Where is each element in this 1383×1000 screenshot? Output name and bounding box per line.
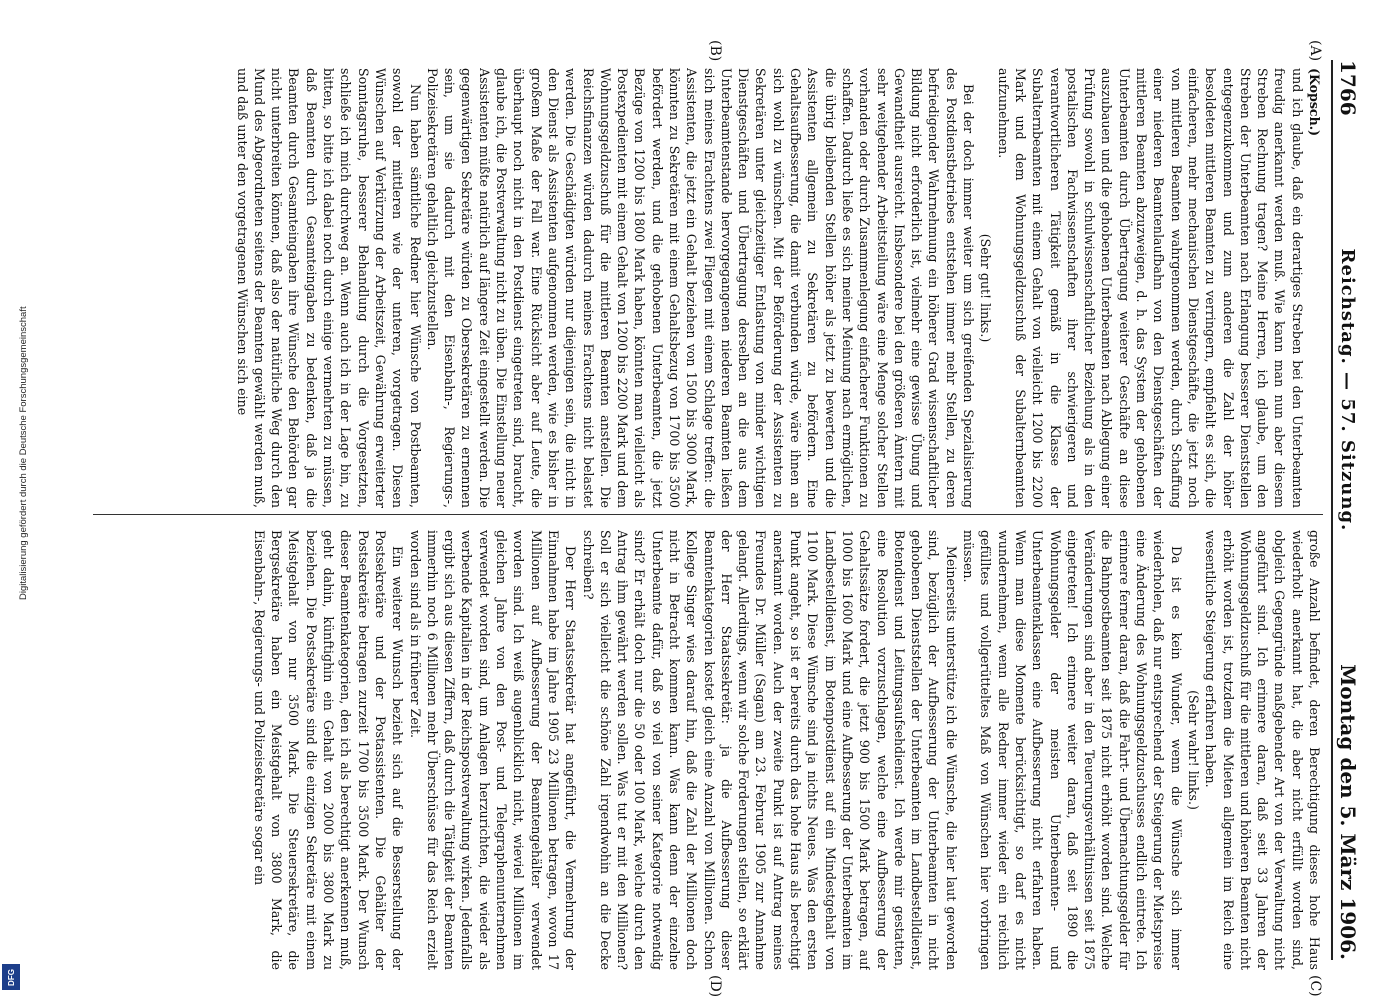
right-column <box>93 530 1323 970</box>
paragraph: Ein weiterer Wunsch bezieht sich auf die Besserstellung der Postsekretäre und der Postassistenten. Die Gehälter der Postsekretäre betragen zurzeit 1700 bis 3500 Mark. Der Wunsch dieser Beamtenkategorien, den ich als berechtigt anerkennen muß, geht dahin, künftighin ein Gehalt von 2000 bis 3800 Mark zu beziehen. Die Postsekretäre sind die einzigen Sekretäre mit einem Meistgehalt von nur 3500 Mark. Die Steuersekretäre, die Bergsekretäre haben ein Meistgehalt von 3800 Mark, die Eisenbahn-, Regierungs- und Polizeisekretäre sogar ein <box>251 530 406 970</box>
paragraph: Bei der doch immer weiter um sich greifenden Spezialisierung des Postdienstbetriebes entstehen immer mehr Stellen, zu deren befriedigender Wahrnehmung ein höherer Grad wissenschaftlicher Bildung nicht erforderlich ist, vielmehr eine gewisse Übung und Gewandtheit ausreicht. Insbesondere bei den größeren Ämtern mit sehr weitgehender Arbeitsteilung wäre eine Menge solcher Stellen vorhanden oder durch Zusammenlegung einfacherer Funktionen zu schaffen. Dadurch ließe es sich meiner Meinung nach ermöglichen, die übrig bleibenden Stellen höher als jetzt zu bewerten und die Assistenten allgemein zu Sekretären zu befördern. Eine Gehaltsaufbesserung, die damit verbunden würde, wäre ihnen an sich wohl zu wünschen. Mit der Beförderung der Assistenten zu Sekretären unter gleichzeitiger Entlastung von minder wichtigen Dienstgeschäften und Übertragung derselben an die aus dem Unterbeamtenstande hervorgegangenen niederen Beamten ließen sich meines Erachtens zwei Fliegen mit einem Schlage treffen: die Assistenten, die jetzt ein Gehalt beziehen von 1500 bis 3000 Mark, könnten zu Sekretären mit einem Gehaltsbezug von 1700 bis 3500 befördert werden, und die gehobenen Unterbeamten, die jetzt Bezüge von 1200 bis 1800 Mark haben, könnten man vielleicht als Postexpedienten mit einem Gehalt von 1200 bis 2200 Mark und dem Wohnungsgeldzuschuß für die mittleren Beamten anstellen. Die Reichsfinanzen würden dadurch meines Erachtens nicht belastet werden. Die Geschädigten würden nur diejenigen sein, die nicht in den Dienst als Assistenten aufgenommen werden, wie es bisher in großem Maße der Fall war. Eine Rücksicht aber auf Leute, die überhaupt noch nicht in den Postdienst eingetreten sind, braucht, glaube ich, die Postverwaltung nicht zu üben. Die Einstellung neuer Assistenten müßte natürlich auf längere Zeit eingestellt werden. Die gegenwärtigen Sekretäre würden zu Obersekretären zu ernennen sein, um sie dadurch mit den Eisenbahn-, Regierungs-, Polizeisekretären gehaltlich gleichzustellen. <box>424 68 977 508</box>
margin-letter-c: (C) <box>1307 975 1323 997</box>
interjection: (Sehr gut! links.) <box>978 233 994 343</box>
credit-text: Digitalisierung gefördert durch die Deutsche Forschungsgemeinschaft <box>18 306 29 600</box>
paragraph: Der Herr Staatssekretär hat angeführt, die Vermehrung der Einnahmen habe im Jahre 1905 23 Millionen betragen, wovon 17 Millionen auf Aufbesserung der Beamtengehälter verwendet worden sind. Ich weiß augenblicklich nicht, wieviel Millionen im gleichen Jahre von den Post- und Telegraphenunternehmen verwendet worden sind, um Anlagen herzurichten, die wieder als werbende Kapitalien in der Reichspostverwaltung wirken. Jedenfalls ergibt sich aus diesen Ziffern, daß durch die Tätigkeit der Beamten immerhin noch 6 Millionen mehr Überschüsse für das Reich erzielt worden sind als in früherer Zeit. <box>407 530 579 970</box>
column-divider <box>93 514 1323 515</box>
interjection: (Sehr wahr! links.) <box>1185 690 1201 810</box>
margin-letter-d: (D) <box>707 975 723 998</box>
speaker-name: (Kopsch.) <box>1307 68 1322 137</box>
page-date: Montag den 5. März 1906. <box>1336 664 1360 960</box>
paragraph: Da ist es kein Wunder, wenn die Wünsche sich immer wiederholen, daß nur entsprechend der Steigerung der Mietspreise eine Änderung des Wohnungsgeldzuschusses endlich eintrete. Ich erinnere ferner daran, daß die Fahrt- und Übernachtungsgelder für die Bahnpostbeamten seit 1875 nicht erhöht worden sind. Welche Veränderungen sind aber in den Teuerungsverhältnissen seit 1875 eingetreten! Ich erinnere weiter daran, daß seit 1890 die Wohnungsgelder der meisten Unterbeamten- und Unterbeamtenklassen eine Aufbesserung nicht erfahren haben. Wenn man diese Momente berücksichtigt, so darf es nicht wundernehmen, wenn alle Redner immer wieder ein reichlich gefülltes und vollgerütteltes Maß von Wünschen hier vorbringen müssen. <box>961 530 1184 970</box>
paragraph: Meinerseits unterstütze ich die Wünsche, die hier laut geworden sind, bezüglich der Aufbesserung der Unterbeamten in nicht gehobenen Dienststellen der Unterbeamten im Landbestelldienst, Botendienst und Leitungsaufsehdienst. Ich werde mir gestatten, eine Resolution vorzuschlagen, welche eine Aufbesserung der Gehaltssätze fordert, die jetzt 900 bis 1500 Mark betragen, auf 1000 bis 1600 Mark und eine Aufbesserung der Unterbeamten im Landbestelldienst, im Botenpostdienst auf ein Mindestgehalt von 1100 Mark. Diese Wünsche sind ja nichts Neues. Was den ersten Punkt angeht, so ist er bereits durch das hohe Haus als berechtigt anerkannt worden. Auch der zweite Punkt ist auf Antrag meines Freundes Dr. Müller (Sagan) am 23. Februar 1905 zur Annahme gelangt. Allerdings, wenn wir solche Forderungen stellen, so erklärt der Herr Staatssekretär: ja die Aufbesserung dieser Beamtenkategorien kostet gleich eine Anzahl von Millionen. Schon Kollege Singer wies darauf hin, daß die Zahl der Millionen doch nicht in Betracht kommen kann. Was kann denn der einzelne Unterbeamte dafür, daß so viel von seiner Kategorie notwendig sind? Er erhält doch nur die 50 oder 100 Mark, welche durch den Antrag ihm gewährt werden sollen. Was tut er mit den Millionen? Soll er sich vielleicht die schöne Zahl irgendwohin an die Decke schreiben? <box>580 530 959 970</box>
page-header <box>1331 60 1363 960</box>
margin-letter-b: (B) <box>707 40 723 62</box>
paragraph: und ich glaube, daß ein derartiges Streben bei den Unterbeamten freudig anerkannt werden muß. Wie kann man nun aber diesem Streben Rechnung tragen? Meine Herren, ich glaube, um den Streben der Unterbeamten nach Erlangung besserer Dienststellen entgegenzukommen und zum anderen die Zahl der höher besoldeten mittleren Beamten zu verringern, empfiehlt es sich, die einfacheren, mehr mechanischen Dienstgeschäfte, die jetzt noch von mittleren Beamten wahrgenommen werden, durch Schaffung einer niederen Beamtenlaufbahn von den Dienstgeschäften der mittleren Beamten abzuzweigen, d. h. das System der gehobenen Unterbeamten durch Übertragung weiterer Geschäfte an diese auszubauen und die gehobenen Unterbeamten nach Ablegung einer Prüfung sowohl in schulwissenschaftlicher Beziehung als in den postalischen Fachwissenschaften ihrer schwierigeren und verantwortlicheren Tätigkeit gemäß in die Klasse der Subalternbeamten mit einem Gehalt von vielleicht 1200 bis 2200 Mark und dem Wohnungsgeldzuschuß der Subalternbeamten aufzunehmen. <box>995 68 1305 508</box>
page-title: Reichstag. — 57. Sitzung. <box>1337 248 1359 532</box>
left-column <box>93 68 1323 508</box>
margin-letter-a: (A) <box>1307 40 1323 62</box>
paragraph: große Anzahl befindet, deren Berechtigung dieses hohe Haus wiederholt anerkannt hat, die aber nicht erfüllt worden sind, obgleich Gegengründe maßgebender Art von der Verwaltung nicht angeführt sind. Ich erinnere daran, daß seit 33 Jahren der Wohnungsgeldzuschuß für die mittleren und höheren Beamten nicht erhöht worden ist, trotzdem die Mieten allgemein im Reich eine wesentliche Steigerung erfahren haben. <box>1203 530 1322 970</box>
paragraph: Nun haben sämtliche Redner hier Wünsche von Postbeamten, sowohl der mittleren wie der unteren, vorgetragen. Diesen Wünschen auf Verkürzung der Arbeitszeit, Gewährung erweiterter Sonntagsruhe, besserer Behandlung durch die Vorgesetzten, schließe ich mich durchweg an. Wenn auch ich in der Lage bin, zu bitten, so bitte ich dabei noch durch einige vermehrten zu müssen, daß Beamten durch Gesamteingaben zu bedenken, daß ja die Beamten durch Gesamteingaben ihre Wünsche den Behörden gar nicht unterbreiten können, daß also der natürliche Weg durch den Mund des Abgeordneten seitens der Beamten gewählt werden muß, und daß unter den vorgetragenen Wünschen sich eine <box>234 68 423 508</box>
page-number: 1766 <box>1336 60 1360 116</box>
dfg-logo: DFG <box>2 964 20 990</box>
